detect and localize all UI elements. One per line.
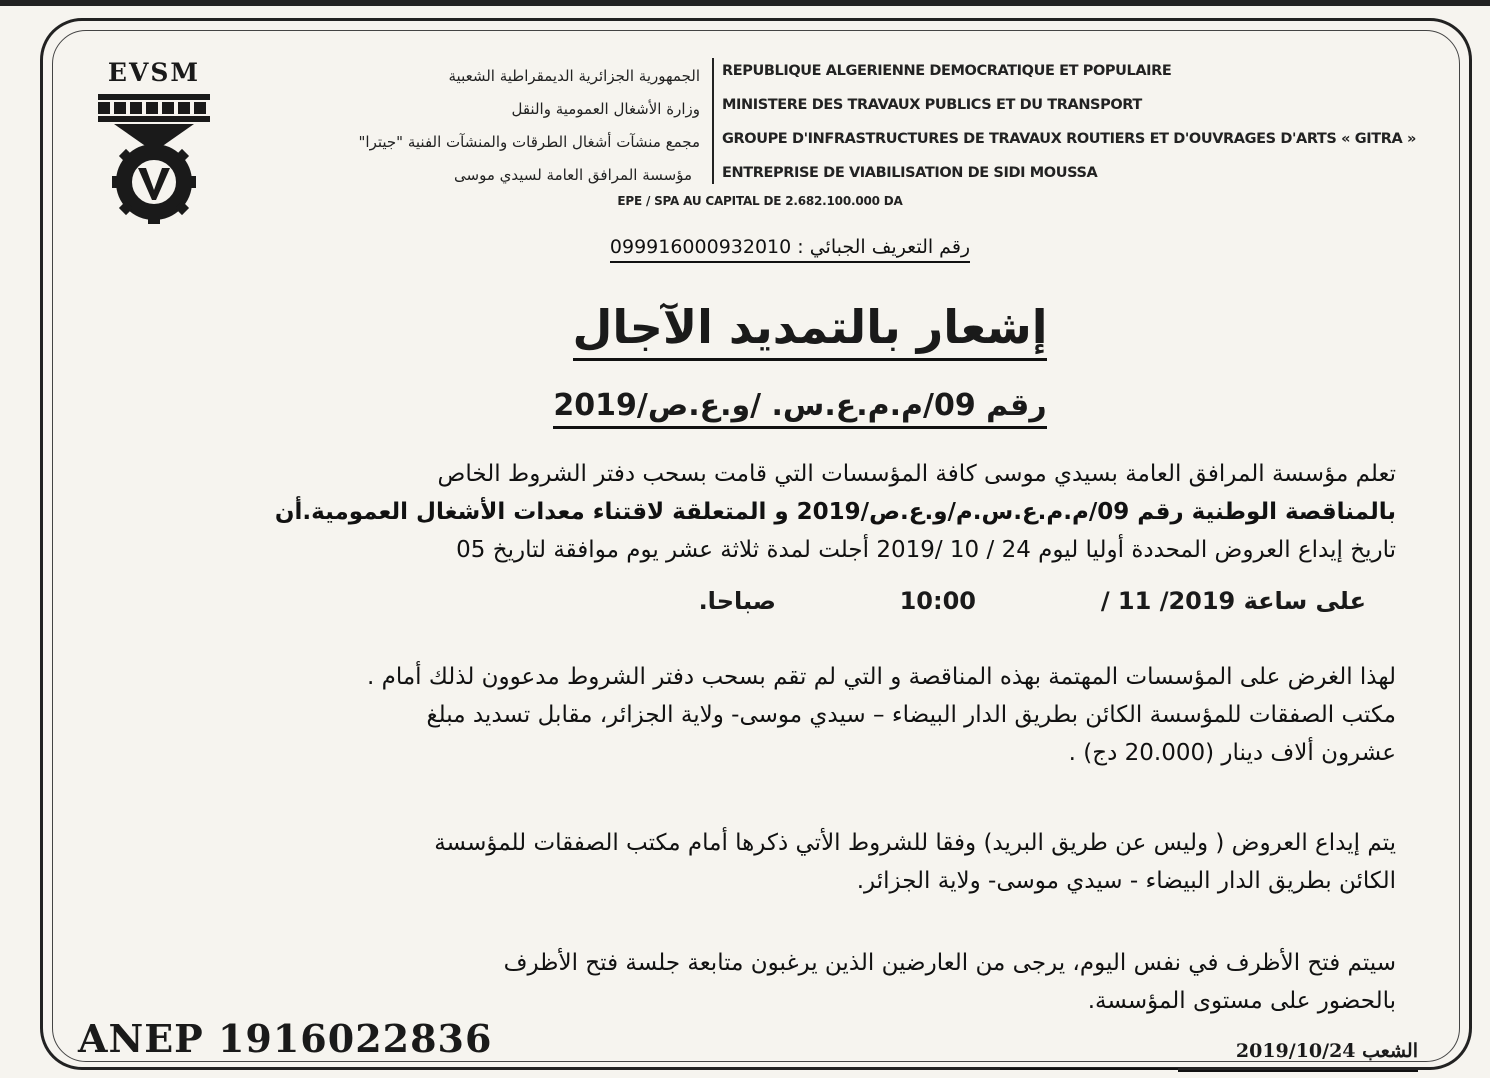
paragraph-line: مكتب الصفقات للمؤسسة الكائن بطريق الدار البيضاء – سيدي موسى- ولاية الجزائر، مقابل تسديد مبلغ: [426, 702, 1396, 728]
paragraph-line: سيتم فتح الأظرف في نفس اليوم، يرجى من العارضين الذين يرغبون متابعة جلسة فتح الأظرف: [503, 950, 1396, 976]
header-ar-line: مجمع منشآت أشغال الطرقات والمنشآت الفنية "جيترا": [358, 133, 700, 151]
anep-number: ANEP 1916022836: [78, 1016, 493, 1061]
header-ar-line: وزارة الأشغال العمومية والنقل: [511, 100, 700, 118]
header-fr-line: REPUBLIQUE ALGERIENNE DEMOCRATIQUE ET POPULAIRE: [722, 63, 1172, 79]
publication-info: الشعب 2019/10/24: [1178, 1040, 1418, 1072]
deadline-date: / 11 /2019 على ساعة: [1100, 587, 1366, 615]
header-ar-line: مؤسسة المرافق العامة لسيدي موسى: [454, 166, 692, 184]
header-french: [722, 54, 1462, 190]
notice-title: [560, 300, 1060, 354]
notice-reference-text: رقم 09/م.م.ع.س. /و.ع.ص/2019: [553, 388, 1046, 429]
paragraph-3: [100, 824, 1396, 900]
footer-rule: [1000, 1068, 1178, 1070]
paragraph-line: تعلم مؤسسة المرافق العامة بسيدي موسى كافة المؤسسات التي قامت بسحب دفتر الشروط الخاص: [437, 461, 1396, 487]
header-fr-line: ENTREPRISE DE VIABILISATION DE SIDI MOUSSA: [722, 165, 1098, 181]
paragraph-line: عشرون ألاف دينار (20.000 دج) .: [1068, 740, 1396, 766]
paragraph-line: الكائن بطريق الدار البيضاء - سيدي موسى- ولاية الجزائر.: [856, 868, 1396, 894]
header-ar-line: الجمهورية الجزائرية الديمقراطية الشعبية: [448, 67, 700, 85]
paragraph-4: [100, 944, 1396, 1020]
header-fr-line: GROUPE D'INFRASTRUCTURES DE TRAVAUX ROUTIERS ET D'OUVRAGES D'ARTS « GITRA »: [722, 131, 1416, 147]
paragraph-line: لهذا الغرض على المؤسسات المهتمة بهذه المناقصة و التي لم تقم بسحب دفتر الشروط مدعوون لذلك أمام .: [366, 664, 1396, 690]
notice-title-text: إشعار بالتمديد الآجال: [573, 300, 1048, 361]
company-logo: [84, 58, 224, 218]
paragraph-line: يتم إيداع العروض ( وليس عن طريق البريد) وفقا للشروط الأتي ذكرها أمام مكتب الصفقات للمؤسسة: [434, 830, 1396, 856]
paragraph-line: بالمناقصة الوطنية رقم 09/م.م.ع.س.م/و.ع.ص/2019 و المتعلقة لاقتناء معدات الأشغال العمومية.أن: [274, 499, 1396, 525]
deadline-period: صباحا.: [698, 587, 776, 615]
paragraph-1-deadline: [100, 587, 1396, 625]
deadline-time: 10:00: [899, 587, 976, 615]
header-divider: [712, 58, 714, 184]
paragraph-2: [100, 658, 1396, 772]
paragraph-line: بالحضور على مستوى المؤسسة.: [1087, 988, 1396, 1014]
tax-id: [540, 236, 1040, 258]
gear-logo-icon: [94, 94, 214, 224]
logo-text: EVSM: [107, 58, 201, 87]
paragraph-line: تاريخ إيداع العروض المحددة أوليا ليوم 24 / 10 /2019 أجلت لمدة ثلاثة عشر يوم موافقة لتاريخ 05: [456, 537, 1396, 563]
header-fr-line: MINISTERE DES TRAVAUX PUBLICS ET DU TRANSPORT: [722, 97, 1142, 113]
tax-id-text: رقم التعريف الجبائي : 099916000932010: [610, 236, 970, 263]
company-capital: EPE / SPA AU CAPITAL DE 2.682.100.000 DA: [617, 194, 903, 208]
top-rule: [0, 0, 1490, 6]
notice-reference: [520, 388, 1080, 423]
header-arabic: [330, 60, 700, 192]
paragraph-1: [100, 455, 1396, 569]
